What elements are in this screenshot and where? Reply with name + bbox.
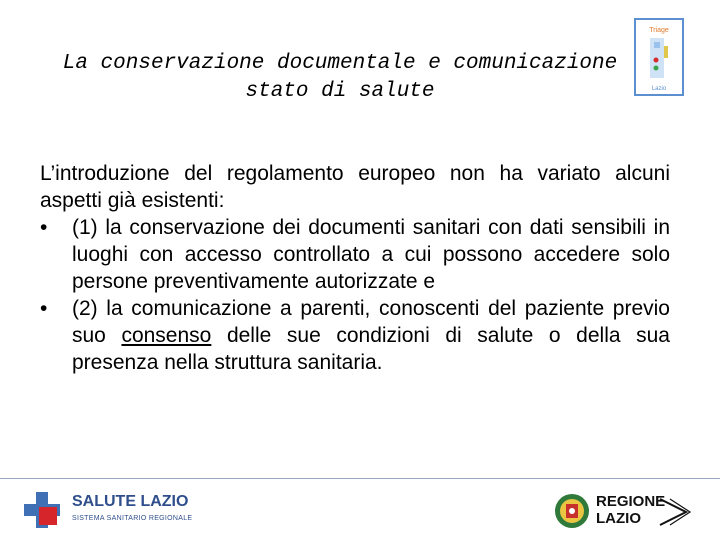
regione-line2: LAZIO [596,510,641,527]
intro-paragraph: L’introduzione del regolamento europeo non ha variato alcuni aspetti già esistenti: [40,162,670,212]
bullet-2-text-start: (2) la comunicazione a parenti, conoscenti del paziente previo suo [72,297,670,347]
corner-logo-top-text: Triage [649,27,669,34]
triage-logo-icon [636,20,682,94]
footer-divider [0,478,720,479]
salute-lazio-title: SALUTE LAZIO [72,493,189,510]
regione-line1: REGIONE [596,493,666,510]
bullet-list [40,214,670,376]
regione-lazio-emblem-icon [553,492,591,530]
triage-lazio-logo [634,18,684,96]
bullet-2-underlined-word: consenso [121,324,212,347]
slide-title-line1: La conservazione documentale e comunicazione [62,52,618,75]
bullet-item-2 [40,295,670,376]
bullet-item-1 [40,214,670,295]
bullet-1-text: (1) la conservazione dei documenti sanitari con dati sensibili in luoghi con accesso controllato a cui possono accedere solo persone preventivamente autorizzate e [72,216,670,293]
corner-logo-bottom-text: Lazio [651,86,667,92]
regione-lazio-wordmark [596,493,665,527]
bullet-2-text-end: delle sue condizioni di salute o della sua presenza nella struttura sanitaria. [72,324,670,374]
slide-title-line2: stato di salute [245,80,435,103]
salute-lazio-subtitle: SISTEMA SANITARIO REGIONALE [72,515,193,522]
slide-title [60,50,620,106]
salute-lazio-cross-icon [22,490,62,530]
slide-body [40,160,670,376]
regione-arrow-icon [656,495,692,529]
